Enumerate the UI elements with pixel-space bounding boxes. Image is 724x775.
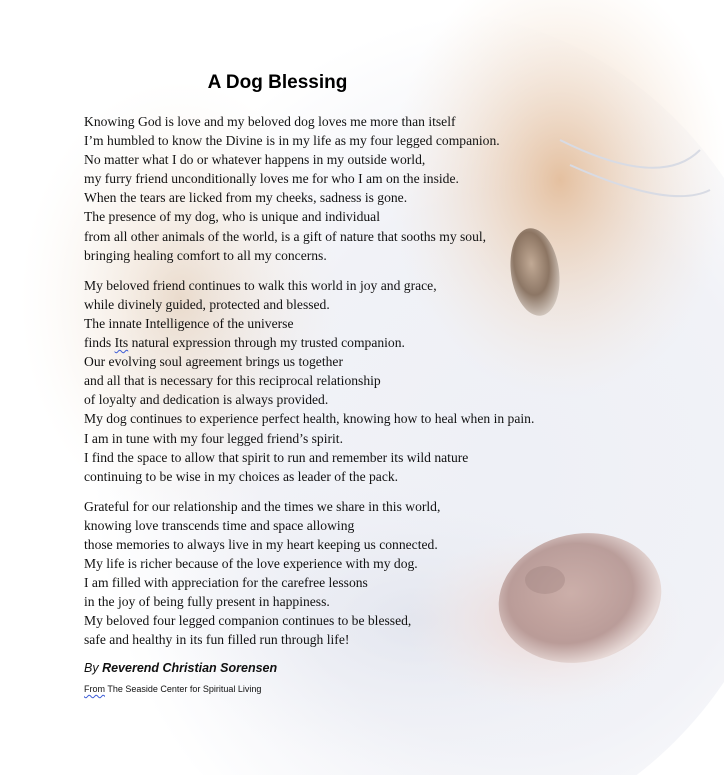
poem-line: I am in tune with my four legged friend’s spirit. xyxy=(84,430,343,446)
poem-body xyxy=(84,112,704,661)
poem-line: my furry friend unconditionally loves me for who I am on the inside. xyxy=(84,171,459,187)
poem-line: those memories to always live in my heart keeping us connected. xyxy=(84,536,438,552)
poem-line: My dog continues to experience perfect health, knowing how to heal when in pain. xyxy=(84,411,535,427)
poem-line: I’m humbled to know the Divine is in my life as my four legged companion. xyxy=(84,133,500,149)
poem-line: I find the space to allow that spirit to run and remember its wild nature xyxy=(84,449,469,465)
poem-line: in the joy of being fully present in happiness. xyxy=(84,594,330,610)
author-name: Reverend Christian Sorensen xyxy=(102,661,278,675)
poem-line: My beloved friend continues to walk this world in joy and grace, xyxy=(84,277,437,293)
poem-line: bringing healing comfort to all my concerns. xyxy=(84,247,327,263)
poem-line: No matter what I do or whatever happens in my outside world, xyxy=(84,152,426,168)
document-title: A Dog Blessing xyxy=(207,72,348,93)
poem-line: Grateful for our relationship and the times we share in this world, xyxy=(84,498,441,514)
poem-line: of loyalty and dedication is always provided. xyxy=(84,392,329,408)
source-credit xyxy=(84,684,261,694)
poem-line: The innate Intelligence of the universe xyxy=(84,315,294,331)
poem-line: Knowing God is love and my beloved dog loves me more than itself xyxy=(84,114,456,129)
poem-line: and all that is necessary for this reciprocal relationship xyxy=(84,373,381,389)
poem-line: finds Its natural expression through my trusted companion. xyxy=(84,335,405,351)
source-name: The Seaside Center for Spiritual Living xyxy=(107,684,262,694)
stanza xyxy=(84,112,704,265)
poem-line: I am filled with appreciation for the carefree lessons xyxy=(84,575,368,591)
poem-line: from all other animals of the world, is a gift of nature that sooths my soul, xyxy=(84,228,487,244)
author-byline xyxy=(84,661,277,675)
poem-line: My life is richer because of the love experience with my dog. xyxy=(84,556,418,572)
poem-line: The presence of my dog, who is unique and individual xyxy=(84,209,380,225)
poem-line: while divinely guided, protected and blessed. xyxy=(84,296,330,312)
poem-line: safe and healthy in its fun filled run through life! xyxy=(84,632,350,648)
poem-line: knowing love transcends time and space allowing xyxy=(84,517,355,533)
poem-line: My beloved four legged companion continues to be blessed, xyxy=(84,613,412,629)
source-prefix: From xyxy=(84,684,105,694)
poem-line: continuing to be wise in my choices as leader of the pack. xyxy=(84,468,399,484)
stanza xyxy=(84,276,704,486)
poem-line: Our evolving soul agreement brings us together xyxy=(84,354,343,370)
stanza xyxy=(84,497,704,650)
poem-line: When the tears are licked from my cheeks, sadness is gone. xyxy=(84,190,408,206)
byline-prefix: By xyxy=(84,661,99,675)
